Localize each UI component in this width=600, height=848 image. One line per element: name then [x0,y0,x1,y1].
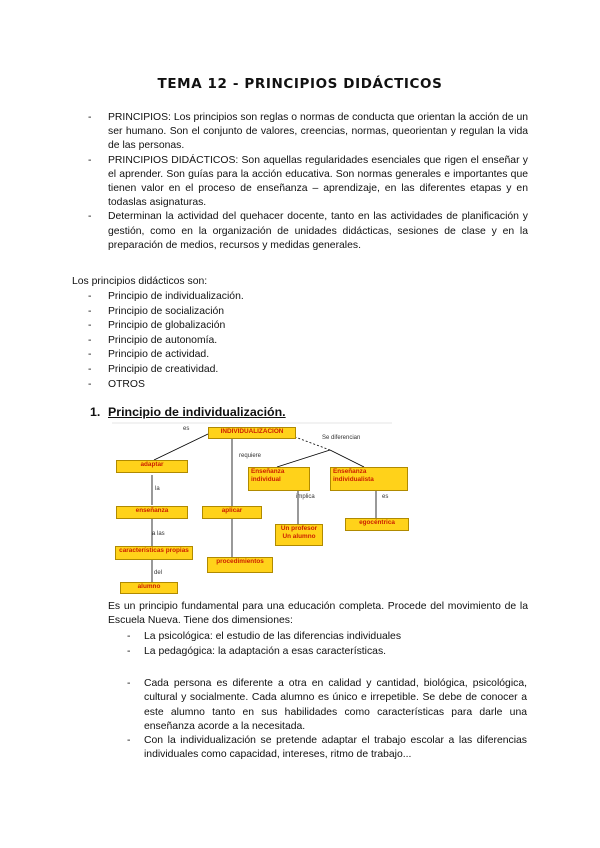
dash-icon: - [88,211,92,223]
list-item [88,319,244,334]
principle-label: Principio de autonomía. [108,334,218,346]
list-item [127,645,527,659]
node-ensenanza-individual: Enseñanza individual [248,467,310,491]
detail-text: Cada persona es diferente a otra en calidad y cantidad, biológica, psicológica, cultural y socialmente. Cada alumno es único e irrepetible. Se debe de conocer a este alumno tanto en sus habilidades como características para darle una enseñanza acorde a la necesitada. [144,678,527,732]
principle-label: Principio de socialización [108,305,225,317]
definition-text: Determinan la actividad del quehacer docente, tanto en las actividades de planificación y gestión, como en la organización de unidades didácticas, sesiones de clase y en la preparación de medios, recursos y medidas generales. [108,211,528,251]
connector [330,450,364,467]
page-title: TEMA 12 - PRINCIPIOS DIDÁCTICOS [157,76,443,92]
connector [277,450,330,467]
node-ensenanza: enseñanza [116,506,188,519]
dimensions-list [127,630,527,660]
principles-intro: Los principios didácticos son: [72,276,208,287]
section-title: Principio de individualización. [108,405,286,419]
dash-icon: - [88,349,92,361]
node-individualizacion: INDIVIDUALIZACION [208,427,296,439]
definition-text: PRINCIPIOS DIDÁCTICOS: Son aquellas regularidades esenciales que rigen el enseñar y el aprender. Son guías para la acción educativa. Son normas generales e importantes que tienen valor en el proceso de enseñanza – aprendizaje, en las diferentes etapas y en todaslas asignaturas. [108,154,528,209]
dash-icon: - [88,378,92,390]
connector [154,434,208,460]
link-label: Se diferencian [322,435,361,441]
list-item [88,305,244,320]
definition-item [88,210,528,253]
dash-icon: - [127,735,131,747]
principle-label: Principio de globalización [108,320,226,332]
principle-label: Principio de creatividad. [108,363,219,375]
link-label: es [382,494,389,500]
node-un-profesor-un-alumno: Un profesor Un alumno [275,524,323,546]
definitions-list [88,111,528,253]
dash-icon: - [88,291,92,302]
section-heading [90,405,286,419]
definition-text: PRINCIPIOS: Los principios son reglas o normas de conducta que orientan la acción de un ser humano. Son el conjunto de valores, creencias, normas, queorientan y regulan la vida de las personas. [108,112,528,152]
list-item [88,378,244,393]
link-label: a las [152,531,165,537]
list-item [88,290,244,305]
dash-icon: - [88,305,92,317]
list-item [88,334,244,349]
dimension-text: La psicológica: el estudio de las diferencias individuales [144,631,402,642]
detail-text: Con la individualización se pretende adaptar el trabajo escolar a las diferencias individuales como capacidad, intereses, ritmo de trabajo... [144,735,527,761]
dash-icon: - [127,646,131,658]
node-caracteristicas-propias: características propias [115,546,193,560]
definition-item [88,111,528,154]
link-label: del [154,570,163,576]
list-item [88,363,244,378]
node-alumno: alumno [120,582,178,594]
section-number: 1. [90,405,101,419]
link-label: la [155,486,160,492]
dash-icon: - [127,631,131,642]
link-label: es [183,426,190,432]
node-aplicar: aplicar [202,506,262,519]
dash-icon: - [88,320,92,332]
list-item [127,677,527,734]
details-list [127,677,527,763]
link-label: requiere [239,453,262,459]
dash-icon: - [127,678,131,689]
principle-description: Es un principio fundamental para una educación completa. Procede del movimiento de la Escuela Nueva. Tiene dos dimensiones: [108,601,528,627]
dimension-text: La pedagógica: la adaptación a esas características. [144,646,387,658]
dash-icon: - [88,154,92,166]
principles-list [88,290,244,392]
principle-label: Principio de actividad. [108,349,210,361]
list-item [127,630,527,644]
link-label: implica [296,494,315,500]
node-egocentrica: egocéntrica [345,518,409,531]
dash-icon: - [88,363,92,375]
dash-icon: - [88,112,92,123]
principle-label: Principio de individualización. [108,291,244,302]
concept-map [112,422,395,594]
node-ensenanza-individualista: Enseñanza individualista [330,467,408,491]
node-adaptar: adaptar [116,460,188,473]
list-item [127,734,527,763]
principle-label: OTROS [108,378,145,390]
definition-item [88,154,528,211]
list-item [88,348,244,363]
node-procedimientos: procedimientos [207,557,273,573]
dash-icon: - [88,334,92,346]
